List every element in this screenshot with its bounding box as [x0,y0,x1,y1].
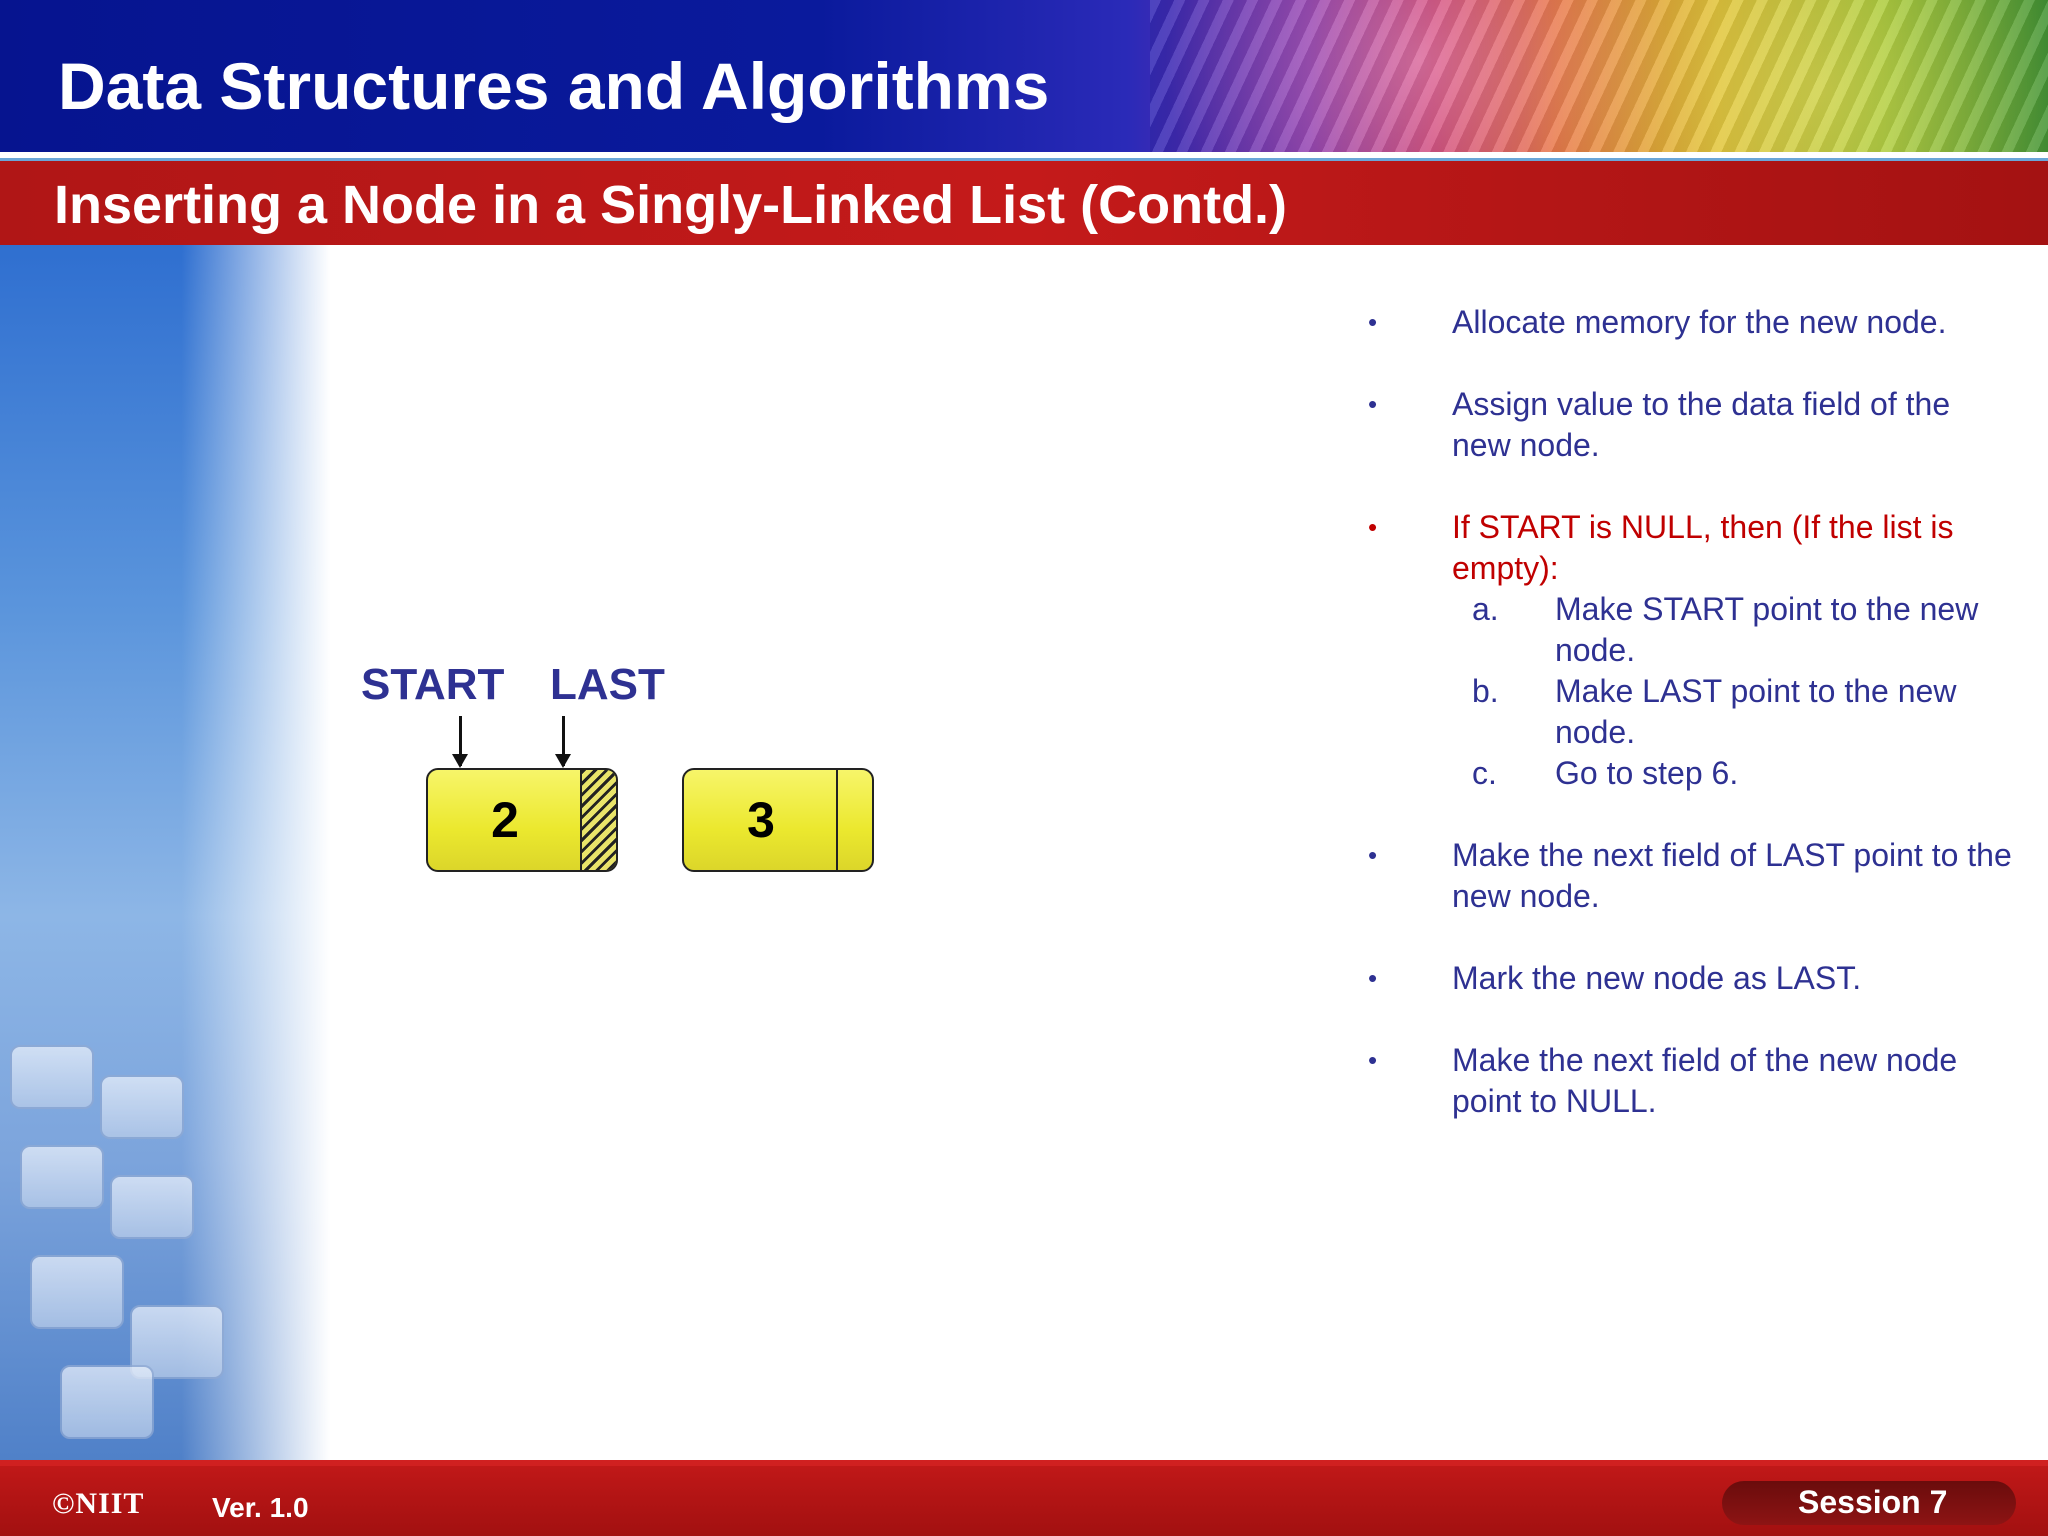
keyboard-key-decoration [30,1255,124,1329]
bullet-icon: • [1368,512,1378,542]
bullet-icon: • [1368,963,1378,993]
substep-text: Go to step 6. [1555,755,1739,791]
step-text: Mark the new node as LAST. [1452,960,1862,996]
keyboard-key-decoration [10,1045,94,1109]
step-text: Allocate memory for the new node. [1452,304,1947,340]
step-text: If START is NULL, then (If the list is empty): [1452,509,1954,586]
bullet-icon: • [1368,389,1378,419]
app-title: Data Structures and Algorithms [58,49,1050,123]
step-item [1362,958,2012,999]
slide-title: Inserting a Node in a Singly-Linked List (Contd.) [54,175,1288,235]
step-item [1362,1040,2012,1122]
step-text: Make the next field of the new node point to NULL. [1452,1042,1958,1119]
left-decorative-panel [0,245,330,1465]
substep-label: a. [1472,591,1499,627]
algorithm-steps [1362,302,2012,1163]
start-arrow-icon [459,716,462,766]
step-text: Make the next field of LAST point to the new node. [1452,837,2012,914]
bullet-icon: • [1368,1045,1378,1075]
keyboard-key-decoration [60,1365,154,1439]
linked-list-node [426,768,618,872]
keyboard-key-decoration [20,1145,104,1209]
substep-item [1362,671,2012,753]
version-label: Ver. 1.0 [212,1492,309,1523]
step-item [1362,384,2012,466]
keyboard-key-decoration [100,1075,184,1139]
step-item-active [1362,507,2012,794]
bullet-icon: • [1368,307,1378,337]
session-label: Session 7 [1798,1484,1948,1520]
step-item [1362,302,2012,343]
step-item [1362,835,2012,917]
substep-text: Make START point to the new node. [1555,591,1979,668]
substep-item [1362,753,2012,794]
last-arrow-icon [562,716,565,766]
substep-label: c. [1472,755,1497,791]
linked-list-node-new [682,768,874,872]
substep-item [1362,589,2012,671]
keyboard-key-decoration [110,1175,194,1239]
node-next-field-null [580,770,616,870]
substep-text: Make LAST point to the new node. [1555,673,1957,750]
last-pointer-label: LAST [550,660,665,709]
niit-logo: ©NIIT [52,1487,145,1520]
node-data-field: 2 [491,792,519,848]
start-pointer-label: START [361,660,505,709]
step-text: Assign value to the data field of the new node. [1452,386,1951,463]
substep-label: b. [1472,673,1499,709]
node-next-field [836,770,872,870]
node-data-field: 3 [747,792,775,848]
bullet-icon: • [1368,840,1378,870]
header-photo-collage [1150,0,2048,152]
